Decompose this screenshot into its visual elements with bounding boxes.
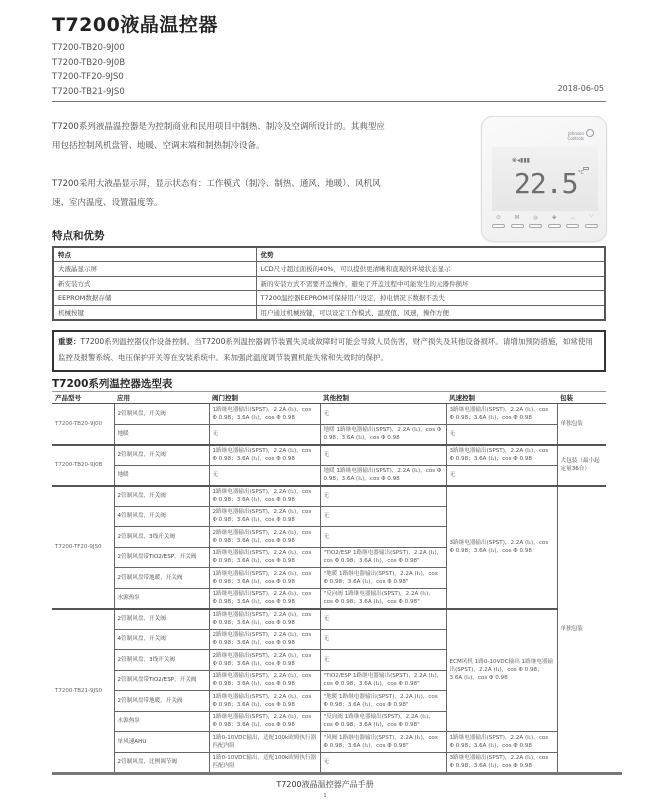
footer-divider	[52, 772, 622, 775]
table-row: 大液晶显示屏 LCD尺寸超过面板的40%，可以提供更清晰和直观的环境状态显示	[53, 262, 605, 277]
table-row: 2管制风盘带地暖，开关阀 1路继电器输出(SPST)，2.2A (I₁)，cos Φ 0.98；3.6A (I₁)，cos Φ 0.98 "地暖 1路继电器输出(SPST)，2.2A (I₁)，cos Φ 0.98；3.6A (I₁)，cos Φ 0.98"	[52, 568, 606, 589]
device-keys	[492, 215, 598, 228]
model-item: T7200-TB20-9J0B	[52, 57, 126, 68]
battery-icon	[583, 167, 589, 170]
column-header: 优势	[256, 247, 605, 262]
temperature-display: 22.5	[514, 167, 578, 200]
timer-key	[529, 215, 542, 228]
table-row: 单风速AHU 1路0-10VDC输出，适配100k欧姆执行器匹配内阻 "风阀 1路继电器输出(SPST)，2.2A (I₁)，cos Φ 0.98；3.6A (I₁)，cos Φ 0.98" 1路继电器输出(SPST)，2.2A (I₁)，cos Φ 0.98；3.6A (I₁)，cos Φ 0.98	[52, 732, 606, 753]
selection-heading: T7200系列温控器选型表	[52, 378, 173, 390]
column-header: 风速控制	[446, 392, 557, 404]
model-item: T7200-TF20-9JS0	[52, 72, 124, 82]
timer-icon: ◎	[533, 215, 538, 221]
power-icon: ⏻	[496, 215, 501, 221]
celsius-unit: °C	[578, 170, 584, 176]
important-notice	[52, 330, 606, 372]
column-header: 特点	[53, 247, 256, 262]
features-heading: 特点和优势	[52, 230, 105, 242]
packaging-cell: 单独包装	[557, 404, 606, 445]
table-row: T7200-TB20-9J0B 2管制风盘，开关阀 1路继电器输出(SPST)，2.2A (I₁)，cos Φ 0.98；3.6A (I₁)，cos Φ 0.98 无 3路继电器输出(SPST)，2.2A (I₁)，cos Φ 0.98；3.6A (I₁)，cos Φ 0.98 大包装（最小起定量36台）	[52, 445, 606, 466]
packaging-cell: 大包装（最小起定量36台）	[557, 445, 606, 486]
power-key	[492, 215, 505, 228]
model-list	[52, 41, 125, 99]
column-header: 包装	[557, 392, 606, 404]
table-row: 机械按键 用户通过机械按键，可以设定工作模式、温度值、风速，操作方便	[53, 305, 605, 320]
mode-key	[511, 215, 524, 228]
document-title: T7200液晶温控器	[52, 14, 218, 36]
model-cell: T7200-TB21-9JS0	[52, 609, 114, 773]
notice-label: 重要：	[58, 337, 81, 346]
table-row: 水源热泵 1路继电器输出(SPST)，2.2A (I₁)，cos Φ 0.98；3.6A (I₁)，cos Φ 0.98 "反向阀 1路继电器输出(SPST)，2.2A (I₁)，cos Φ 0.98；3.6A (I₁)，cos Φ 0.98"	[52, 588, 606, 609]
table-row: 地暖 无 地暖 1路继电器输出(SPST)，2.2A (I₁)，cos Φ 0.98；3.6A (I₁)，cos Φ 0.98 无	[52, 465, 606, 486]
table-row: T7200-TF20-9JS0 2管制风盘，开关阀 1路继电器输出(SPST)，2.2A (I₁)，cos Φ 0.98；3.6A (I₁)，cos Φ 0.98 无 3路继电器输出(SPST)，2.2A (I₁)，cos Φ 0.98；3.6A (I₁)，cos Φ 0.98 单独包装	[52, 486, 606, 507]
table-row: 2管制风盘带TiO2/ESP，开关阀 1路继电器输出(SPST)，2.2A (I₁)，cos Φ 0.98；3.6A (I₁)，cos Φ 0.98 "TiO2/ESP 1路继电器输出(SPST)，2.2A (I₁)，cos Φ 0.98；3.6A (I₁)，cos Φ 0.98"	[52, 670, 606, 691]
table-row: T7200-TB21-9JS0 2管制风盘，开关阀 1路继电器输出(SPST)，2.2A (I₁)，cos Φ 0.98；3.6A (I₁)，cos Φ 0.98 无 ECM风机 1路0-10VDC输出 1路继电器输出(SPST)，2.2A (I₁)，cos Φ 0.98；3.6A (I₁)，cos Φ 0.98	[52, 609, 606, 630]
table-row: 2管制风盘，3线开关阀 2路继电器输出(SPST)，2.2A (I₁)，cos Φ 0.98；3.6A (I₁)，cos Φ 0.98 无	[52, 527, 606, 548]
down-icon: ﹀	[588, 215, 594, 221]
model-item: T7200-TB20-9J00	[52, 43, 125, 53]
intro-paragraph: T7200系列液晶温控器是为控制商业和民用项目中制热、制冷及空调所设计的。其典型应用包括控制风机盘管、地暖、空调末端和制热制冷设备。	[52, 122, 385, 151]
document-date: 2018-06-05	[557, 84, 604, 93]
footer-title: T7200液晶温控器产品手册	[276, 780, 374, 789]
table-row: T7200-TB20-9J00 2管制风盘，开关阀 1路继电器输出(SPST)，2.2A (I₁)，cos Φ 0.98；3.6A (I₁)，cos Φ 0.98 无 3路继电器输出(SPST)，2.2A (I₁)，cos Φ 0.98；3.6A (I₁)，cos Φ 0.98 单独包装	[52, 404, 606, 425]
table-row: 4管制风盘，开关阀 2路继电器输出(SPST)，2.2A (I₁)，cos Φ 0.98；3.6A (I₁)，cos Φ 0.98 无	[52, 506, 606, 527]
column-header: 阀门控制	[209, 392, 320, 404]
header-divider	[52, 101, 606, 102]
model-cell: T7200-TB20-9J00	[52, 404, 114, 445]
table-row: EEPROM数据存储 T7200温控器EEPROM可保持用户设定，掉电情况下数据不丢失	[53, 291, 605, 306]
brand-logo-icon	[586, 129, 594, 137]
fan-key	[548, 215, 561, 228]
column-header: 应用	[114, 392, 209, 404]
table-row: 新安装方式 新的安装方式不需要开盖操作，避免了开盖过程中可能发生的元器件损坏	[53, 276, 605, 291]
intro-paragraph: T7200采用大液晶显示屏，显示状态有：工作模式（制冷、制热、通风、地暖）、风机风速、室内温度、设置温度等。	[52, 179, 381, 208]
packaging-cell: 单独包装	[557, 486, 606, 773]
mode-icon: M	[514, 215, 520, 221]
down-key	[585, 215, 598, 228]
table-row: 2管制风盘带地暖，开关阀 1路继电器输出(SPST)，2.2A (I₁)，cos Φ 0.98；3.6A (I₁)，cos Φ 0.98 "地暖 1路继电器输出(SPST)，2.2A (I₁)，cos Φ 0.98；3.6A (I₁)，cos Φ 0.98"	[52, 691, 606, 712]
table-row: 2管制风盘，比例调节阀 1路0-10VDC输出，适配100k欧姆执行器匹配内阻 无 3路继电器输出(SPST)，2.2A (I₁)，cos Φ 0.98；3.6A (I₁)，cos Φ 0.98	[52, 752, 606, 773]
table-row: 地暖 无 地暖 1路继电器输出(SPST)，2.2A (I₁)，cos Φ 0.98；3.6A (I₁)，cos Φ 0.98 无	[52, 424, 606, 445]
page-number: 1	[323, 793, 327, 799]
table-row: 水源热泵 1路继电器输出(SPST)，2.2A (I₁)，cos Φ 0.98；3.6A (I₁)，cos Φ 0.98 "反向阀 1路继电器输出(SPST)，2.2A (I₁)，cos Φ 0.98；3.6A (I₁)，cos Φ 0.98"	[52, 711, 606, 732]
fan-speed-icon: ❀◂▮▮▮	[512, 157, 530, 164]
features-table	[52, 246, 606, 321]
model-cell: T7200-TB20-9J0B	[52, 445, 114, 486]
notice-text: T7200系列温控器仅作设备控制。当T7200系列温控器调节装置失灵或故障时可能会导致人员伤害，财产损失及其他设备损坏。请增加预防措施，如常使用监控及报警系统、电压保护开关等在安装系统中。来加强此温度调节装置机能失常和失效时的保护。	[58, 337, 593, 362]
table-header-row	[52, 392, 606, 404]
model-cell: T7200-TF20-9JS0	[52, 486, 114, 609]
brand-logo: Johnson Controls	[567, 131, 584, 141]
intro-text	[52, 118, 392, 232]
model-item: T7200-TB21-9JS0	[52, 86, 125, 97]
up-icon: ︿	[570, 215, 576, 221]
selection-table	[52, 391, 606, 773]
fan-icon: ✤	[552, 215, 557, 221]
up-key	[566, 215, 579, 228]
table-row: 4管制风盘，开关阀 2路继电器输出(SPST)，2.2A (I₁)，cos Φ 0.98；3.6A (I₁)，cos Φ 0.98 无	[52, 629, 606, 650]
column-header: 其他控制	[320, 392, 446, 404]
table-row: 2管制风盘，3线开关阀 2路继电器输出(SPST)，2.2A (I₁)，cos Φ 0.98；3.6A (I₁)，cos Φ 0.98 无	[52, 650, 606, 671]
table-row: 2管制风盘带TiO2/ESP，开关阀 1路继电器输出(SPST)，2.2A (I₁)，cos Φ 0.98；3.6A (I₁)，cos Φ 0.98 "TiO2/ESP 1路继电器输出(SPST)，2.2A (I₁)，cos Φ 0.98；3.6A (I₁)，cos Φ 0.98"	[52, 547, 606, 568]
column-header: 产品型号	[52, 392, 114, 404]
thermostat-product-image	[481, 116, 607, 242]
table-header-row	[53, 247, 605, 262]
